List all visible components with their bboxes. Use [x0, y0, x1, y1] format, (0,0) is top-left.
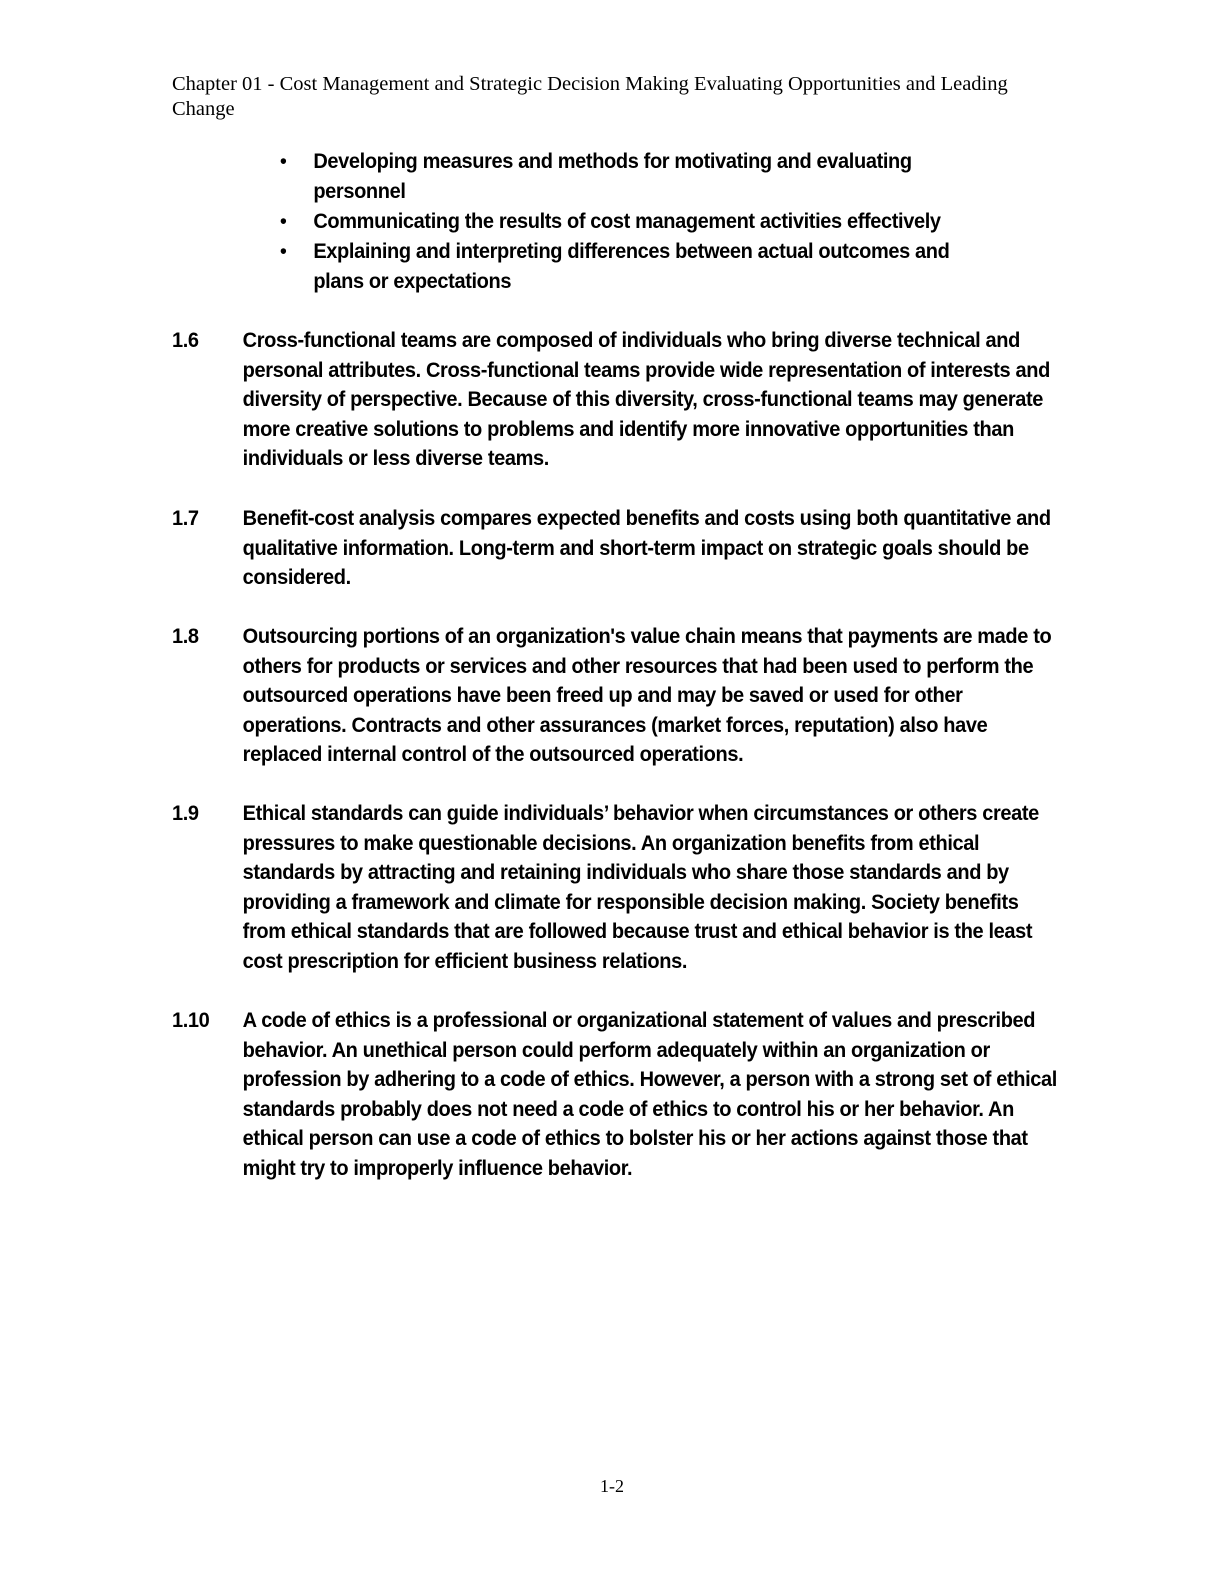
bullet-item — [278, 146, 985, 206]
bullet-icon: • — [279, 209, 287, 233]
page-number: 1-2 — [600, 1476, 624, 1496]
bullet-icon: • — [279, 239, 287, 263]
answer-number: 1.8 — [172, 624, 199, 648]
answer-1-8 — [172, 622, 1056, 770]
answer-number: 1.9 — [172, 801, 199, 825]
answer-text: Cross-functional teams are composed of individuals who bring diverse technical and personal attributes. Cross-functional teams provide wide representation of interests and diversity of perspective. Because of this diversity, cross-functional teams may generate more creative solutions to problems and identify more innovative opportunities than individuals or less diverse teams. — [242, 328, 1050, 470]
bullet-item — [278, 236, 985, 296]
answer-1-9 — [172, 799, 1056, 976]
bullet-text: Communicating the results of cost management activities effectively — [313, 209, 941, 233]
bullet-text: Developing measures and methods for motivating and evaluating personnel — [313, 149, 912, 203]
bullet-list — [278, 146, 985, 296]
bullet-text: Explaining and interpreting differences between actual outcomes and plans or expectations — [313, 239, 950, 293]
answer-text: Outsourcing portions of an organization's value chain means that payments are made to others for products or services and other resources that had been used to perform the outsourced operations have been freed up and may be saved or used for other operations. Contracts and other assurances (market forces, reputation) also have replaced internal control of the outsourced operations. — [242, 624, 1052, 766]
answer-number: 1.6 — [172, 328, 199, 352]
answer-1-10 — [172, 1006, 1056, 1183]
bullet-item — [278, 206, 985, 236]
bullet-icon: • — [279, 149, 287, 173]
answer-number: 1.10 — [172, 1008, 210, 1032]
answer-1-7 — [172, 504, 1056, 593]
answer-1-6 — [172, 326, 1056, 474]
answer-text: Ethical standards can guide individuals’ behavior when circumstances or others create pressures to make questionable decisions. An organization benefits from ethical standards by attracting and retaining individuals who share those standards and by providing a framework and climate for responsible decision making. Society benefits from ethical standards that are followed because trust and ethical behavior is the least cost prescription for efficient business relations. — [242, 801, 1039, 973]
answer-text: A code of ethics is a professional or organizational statement of values and prescribed behavior. An unethical person could perform adequately within an organization or profession by adhering to a code of ethics. However, a person with a strong set of ethical standards probably does not need a code of ethics to control his or her behavior. An ethical person can use a code of ethics to bolster his or her actions against those that might try to improperly influence behavior. — [242, 1008, 1057, 1180]
page-header: Chapter 01 - Cost Management and Strategic Decision Making Evaluating Opportunities and Leading Change — [172, 73, 1008, 120]
answer-text: Benefit-cost analysis compares expected benefits and costs using both quantitative and qualitative information. Long-term and short-term impact on strategic goals should be considered. — [242, 506, 1051, 589]
answer-number: 1.7 — [172, 506, 199, 530]
